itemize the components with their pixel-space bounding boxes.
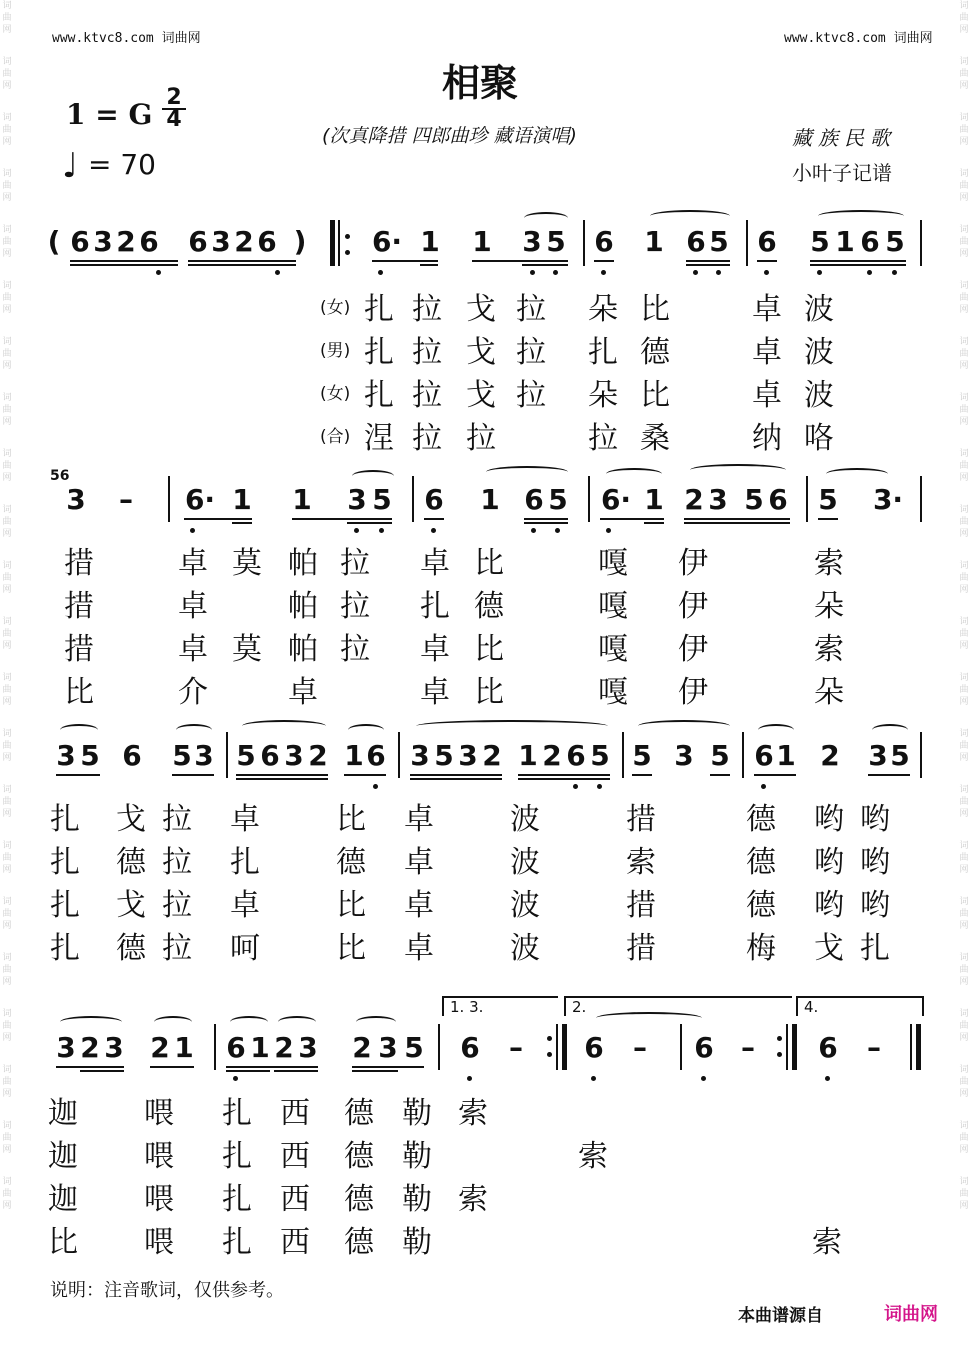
- source-label: 本曲谱源自: [738, 1306, 823, 1326]
- lyric-syllable: 戈: [116, 888, 146, 923]
- note: 3: [708, 483, 728, 516]
- lyric-syllable: 德: [336, 845, 366, 880]
- lyric-syllable: 波: [510, 845, 540, 880]
- lyric-syllable: 比: [474, 546, 504, 581]
- lyric-syllable: 卓: [288, 675, 318, 710]
- lyric-syllable: 嘎: [598, 589, 628, 624]
- note: 3: [211, 225, 231, 258]
- lyric-syllable: 迦: [48, 1096, 78, 1131]
- watermark-text: 词曲网: [2, 225, 12, 259]
- watermark-text: 词曲网: [959, 225, 969, 259]
- note: 2: [542, 739, 562, 772]
- lyric-syllable: 勒: [402, 1096, 432, 1131]
- note: 3: [347, 483, 367, 516]
- header-site-left[interactable]: www.ktvc8.com 词曲网: [52, 31, 201, 46]
- note: 3: [56, 739, 76, 772]
- note: 5: [885, 225, 905, 258]
- lyric-syllable: 戈: [466, 335, 496, 370]
- header-site-right[interactable]: www.ktvc8.com 词曲网: [784, 31, 933, 46]
- note: 6: [188, 225, 208, 258]
- note: 1: [420, 225, 440, 258]
- note: 6·: [600, 483, 632, 516]
- lyric-syllable: 德: [640, 335, 670, 370]
- watermark-text: 词曲网: [959, 1065, 969, 1099]
- lyric-syllable: 扎: [364, 378, 394, 413]
- watermark-text: 词曲网: [959, 113, 969, 147]
- note: 5: [710, 739, 730, 772]
- note: 1: [776, 739, 796, 772]
- lyric-syllable: 卓: [404, 845, 434, 880]
- lyric-syllable: 波: [804, 335, 834, 370]
- note: 1: [644, 483, 664, 516]
- lyric-syllable: 扎: [50, 931, 80, 966]
- note: 5: [404, 1031, 424, 1064]
- lyric-syllable: 比: [474, 675, 504, 710]
- voice-label: (女): [320, 384, 351, 404]
- grace-notes: 56: [50, 468, 70, 484]
- lyric-syllable: 索: [812, 1225, 842, 1260]
- note: –: [633, 1031, 647, 1064]
- lyric-syllable: 西: [280, 1096, 310, 1131]
- note: 2: [482, 739, 502, 772]
- lyric-syllable: 卓: [404, 931, 434, 966]
- lyric-syllable: 迦: [48, 1182, 78, 1217]
- lyric-syllable: 拉: [162, 888, 192, 923]
- note: 5: [818, 483, 838, 516]
- genre-credit: 藏族民歌: [792, 126, 896, 150]
- note: 2: [684, 483, 704, 516]
- voice-label: (女): [320, 298, 351, 318]
- lyric-syllable: 伊: [678, 546, 708, 581]
- note: 6: [70, 225, 90, 258]
- note: 1: [292, 483, 312, 516]
- note: 6: [122, 739, 142, 772]
- note: 5: [172, 739, 192, 772]
- watermark-text: 词曲网: [2, 953, 12, 987]
- lyric-syllable: 德: [746, 802, 776, 837]
- note: 1: [344, 739, 364, 772]
- lyric-syllable: 卓: [230, 802, 260, 837]
- watermark-text: 词曲网: [2, 1121, 12, 1155]
- time-signature: 2 4: [162, 88, 186, 130]
- lyric-syllable: 扎: [50, 802, 80, 837]
- lyric-syllable: 嘎: [598, 546, 628, 581]
- lyric-syllable: 措: [64, 589, 94, 624]
- lyric-syllable: 拉: [412, 292, 442, 327]
- note: 1: [518, 739, 538, 772]
- right-watermark: [957, 0, 971, 1349]
- note: 5: [632, 739, 652, 772]
- lyric-syllable: 拉: [340, 632, 370, 667]
- lyric-syllable: 西: [280, 1139, 310, 1174]
- note: 6: [566, 739, 586, 772]
- watermark-text: 词曲网: [2, 1, 12, 35]
- lyric-syllable: 拉: [162, 845, 192, 880]
- lyric-syllable: 西: [280, 1225, 310, 1260]
- note: 5: [548, 483, 568, 516]
- note: 3: [410, 739, 430, 772]
- watermark-text: 词曲网: [959, 281, 969, 315]
- lyric-syllable: 帕: [288, 632, 318, 667]
- lyric-syllable: 拉: [516, 378, 546, 413]
- watermark-text: 词曲网: [959, 505, 969, 539]
- lyric-syllable: 卓: [178, 589, 208, 624]
- note: 2: [274, 1031, 294, 1064]
- watermark-text: 词曲网: [959, 953, 969, 987]
- lyric-syllable: 拉: [516, 292, 546, 327]
- lyric-syllable: 索: [626, 845, 656, 880]
- lyric-syllable: 朵: [588, 378, 618, 413]
- lyric-syllable: 卓: [230, 888, 260, 923]
- footer-note: 说明：注音歌词，仅供参考。: [50, 1280, 284, 1301]
- lyric-syllable: 勒: [402, 1182, 432, 1217]
- watermark-text: 词曲网: [959, 169, 969, 203]
- lyric-syllable: 迦: [48, 1139, 78, 1174]
- note: 5: [236, 739, 256, 772]
- lyric-syllable: 比: [64, 675, 94, 710]
- note: ): [293, 225, 307, 258]
- watermark-text: 词曲网: [2, 57, 12, 91]
- lyric-syllable: 朵: [814, 589, 844, 624]
- tempo-marking: = 70: [88, 148, 156, 181]
- note: 3: [298, 1031, 318, 1064]
- note: 6: [257, 225, 277, 258]
- lyric-syllable: 德: [116, 845, 146, 880]
- voice-label: (合): [320, 427, 351, 447]
- watermark-text: 词曲网: [2, 449, 12, 483]
- lyric-syllable: 德: [746, 845, 776, 880]
- note: 1: [250, 1031, 270, 1064]
- lyric-syllable: 纳: [752, 421, 782, 456]
- lyric-syllable: 拉: [162, 802, 192, 837]
- lyric-syllable: 莫: [232, 632, 262, 667]
- lyric-syllable: 比: [336, 931, 366, 966]
- lyric-syllable: 勒: [402, 1139, 432, 1174]
- lyric-syllable: 帕: [288, 546, 318, 581]
- lyric-syllable: 卓: [420, 546, 450, 581]
- watermark-text: 词曲网: [2, 841, 12, 875]
- lyric-syllable: 扎: [50, 845, 80, 880]
- note: 5: [744, 483, 764, 516]
- lyric-syllable: 德: [474, 589, 504, 624]
- lyric-syllable: 波: [804, 292, 834, 327]
- watermark-text: 词曲网: [2, 169, 12, 203]
- voice-label: (男): [320, 341, 351, 361]
- lyric-syllable: 扎: [364, 335, 394, 370]
- lyric-syllable: 拉: [162, 931, 192, 966]
- note: 6·: [184, 483, 216, 516]
- lyric-syllable: 哟: [860, 845, 890, 880]
- note: 5: [434, 739, 454, 772]
- brand-logo[interactable]: 词曲网: [884, 1304, 938, 1325]
- note: 3: [194, 739, 214, 772]
- watermark-text: 词曲网: [959, 337, 969, 371]
- lyric-syllable: 卓: [752, 335, 782, 370]
- note: 1: [644, 225, 664, 258]
- volta-2: 2.: [564, 996, 792, 1016]
- note: 1: [232, 483, 252, 516]
- lyric-syllable: 德: [116, 931, 146, 966]
- lyric-syllable: 索: [578, 1139, 608, 1174]
- lyric-syllable: 哟: [814, 845, 844, 880]
- lyric-syllable: 卓: [420, 632, 450, 667]
- lyric-syllable: 戈: [116, 802, 146, 837]
- lyric-syllable: 喂: [144, 1182, 174, 1217]
- lyric-syllable: 索: [814, 632, 844, 667]
- watermark-text: 词曲网: [959, 561, 969, 595]
- lyric-syllable: 哟: [860, 888, 890, 923]
- watermark-text: 词曲网: [2, 1065, 12, 1099]
- lyric-syllable: 桑: [640, 421, 670, 456]
- lyric-syllable: 卓: [178, 632, 208, 667]
- volta-4: 4.: [796, 996, 924, 1016]
- watermark-text: 词曲网: [959, 1009, 969, 1043]
- lyric-syllable: 拉: [412, 378, 442, 413]
- lyric-syllable: 德: [344, 1096, 374, 1131]
- note: 2: [308, 739, 328, 772]
- lyric-syllable: 伊: [678, 675, 708, 710]
- watermark-text: 词曲网: [2, 785, 12, 819]
- quarter-note-icon: ♩: [62, 146, 79, 186]
- note: 6: [757, 225, 777, 258]
- lyric-syllable: 喂: [144, 1225, 174, 1260]
- note: 6: [686, 225, 706, 258]
- lyric-syllable: 梅: [746, 931, 776, 966]
- note: 6: [139, 225, 159, 258]
- lyric-syllable: 扎: [230, 845, 260, 880]
- note: (: [47, 225, 61, 258]
- transcriber-credit: 小叶子记谱: [792, 161, 892, 185]
- lyric-syllable: 德: [344, 1225, 374, 1260]
- lyric-syllable: 索: [458, 1096, 488, 1131]
- song-title: 相聚: [442, 60, 519, 105]
- watermark-text: 词曲网: [959, 1, 969, 35]
- lyric-syllable: 扎: [860, 931, 890, 966]
- lyric-syllable: 拉: [412, 421, 442, 456]
- lyric-syllable: 扎: [588, 335, 618, 370]
- note: 6: [366, 739, 386, 772]
- note: 3: [66, 483, 86, 516]
- lyric-syllable: 措: [626, 931, 656, 966]
- watermark-text: 词曲网: [2, 281, 12, 315]
- note: 2: [150, 1031, 170, 1064]
- watermark-text: 词曲网: [2, 897, 12, 931]
- note: 3: [458, 739, 478, 772]
- lyric-syllable: 咯: [804, 421, 834, 456]
- lyric-syllable: 卓: [752, 378, 782, 413]
- note: 1: [472, 225, 492, 258]
- note: 2: [116, 225, 136, 258]
- watermark-text: 词曲网: [959, 57, 969, 91]
- note: 2: [80, 1031, 100, 1064]
- lyric-syllable: 波: [804, 378, 834, 413]
- watermark-text: 词曲网: [959, 729, 969, 763]
- lyric-syllable: 扎: [50, 888, 80, 923]
- lyric-syllable: 嘎: [598, 632, 628, 667]
- watermark-text: 词曲网: [2, 337, 12, 371]
- lyric-syllable: 措: [626, 802, 656, 837]
- note: 2: [820, 739, 840, 772]
- lyric-syllable: 拉: [516, 335, 546, 370]
- note: 6: [594, 225, 614, 258]
- note: 6: [226, 1031, 246, 1064]
- lyric-syllable: 德: [344, 1139, 374, 1174]
- lyric-syllable: 伊: [678, 589, 708, 624]
- lyric-syllable: 比: [336, 888, 366, 923]
- lyric-syllable: 朵: [588, 292, 618, 327]
- lyric-syllable: 拉: [466, 421, 496, 456]
- lyric-syllable: 介: [178, 675, 208, 710]
- note: 1: [174, 1031, 194, 1064]
- note: 6: [260, 739, 280, 772]
- note: 6: [694, 1031, 714, 1064]
- note: 2: [234, 225, 254, 258]
- watermark-text: 词曲网: [2, 393, 12, 427]
- volta-1-3: 1. 3.: [442, 996, 558, 1016]
- lyric-syllable: 莫: [232, 546, 262, 581]
- watermark-text: 词曲网: [959, 617, 969, 651]
- note: 2: [352, 1031, 372, 1064]
- note: 6·: [371, 225, 403, 258]
- note: 5: [590, 739, 610, 772]
- note: –: [119, 483, 133, 516]
- lyric-syllable: 拉: [588, 421, 618, 456]
- lyric-syllable: 扎: [420, 589, 450, 624]
- watermark-text: 词曲网: [959, 393, 969, 427]
- lyric-syllable: 扎: [222, 1139, 252, 1174]
- lyric-syllable: 措: [64, 546, 94, 581]
- lyric-syllable: 德: [746, 888, 776, 923]
- lyric-syllable: 卓: [404, 888, 434, 923]
- note: 1: [480, 483, 500, 516]
- lyric-syllable: 喂: [144, 1096, 174, 1131]
- note: 6: [424, 483, 444, 516]
- watermark-text: 词曲网: [959, 785, 969, 819]
- watermark-text: 词曲网: [2, 673, 12, 707]
- note: 3: [868, 739, 888, 772]
- watermark-text: 词曲网: [959, 841, 969, 875]
- lyric-syllable: 比: [48, 1225, 78, 1260]
- watermark-text: 词曲网: [2, 1177, 12, 1211]
- note: 5: [546, 225, 566, 258]
- note: 5: [80, 739, 100, 772]
- watermark-text: 词曲网: [959, 673, 969, 707]
- note: 5: [372, 483, 392, 516]
- lyric-syllable: 比: [640, 378, 670, 413]
- lyric-syllable: 卓: [404, 802, 434, 837]
- lyric-syllable: 扎: [222, 1096, 252, 1131]
- lyric-syllable: 拉: [412, 335, 442, 370]
- watermark-text: 词曲网: [2, 505, 12, 539]
- watermark-text: 词曲网: [2, 617, 12, 651]
- lyric-syllable: 拉: [340, 589, 370, 624]
- lyric-syllable: 措: [64, 632, 94, 667]
- lyric-syllable: 西: [280, 1182, 310, 1217]
- lyric-syllable: 卓: [178, 546, 208, 581]
- note: 6: [584, 1031, 604, 1064]
- watermark-text: 词曲网: [959, 449, 969, 483]
- note: 6: [768, 483, 788, 516]
- watermark-text: 词曲网: [959, 1177, 969, 1211]
- lyric-syllable: 戈: [466, 378, 496, 413]
- lyric-syllable: 帕: [288, 589, 318, 624]
- lyric-syllable: 波: [510, 888, 540, 923]
- lyric-syllable: 索: [814, 546, 844, 581]
- lyric-syllable: 戈: [466, 292, 496, 327]
- lyric-syllable: 伊: [678, 632, 708, 667]
- note: 3: [104, 1031, 124, 1064]
- note: 5: [709, 225, 729, 258]
- watermark-text: 词曲网: [2, 729, 12, 763]
- lyric-syllable: 拉: [340, 546, 370, 581]
- note: 6: [860, 225, 880, 258]
- key-signature: 1 = G: [66, 98, 153, 131]
- note: 3: [674, 739, 694, 772]
- watermark-text: 词曲网: [2, 1009, 12, 1043]
- note: 3·: [872, 483, 904, 516]
- left-watermark: [0, 0, 14, 1349]
- lyric-syllable: 扎: [364, 292, 394, 327]
- lyric-syllable: 扎: [222, 1182, 252, 1217]
- lyric-syllable: 哟: [814, 802, 844, 837]
- note: 3: [56, 1031, 76, 1064]
- note: 6: [818, 1031, 838, 1064]
- note: 3: [378, 1031, 398, 1064]
- lyric-syllable: 比: [474, 632, 504, 667]
- note: 3: [93, 225, 113, 258]
- note: 6: [460, 1031, 480, 1064]
- note: 6: [524, 483, 544, 516]
- note: 5: [810, 225, 830, 258]
- lyric-syllable: 勒: [402, 1225, 432, 1260]
- lyric-syllable: 卓: [752, 292, 782, 327]
- lyric-syllable: 呵: [230, 931, 260, 966]
- note: 3: [522, 225, 542, 258]
- lyric-syllable: 波: [510, 931, 540, 966]
- note: 1: [835, 225, 855, 258]
- watermark-text: 词曲网: [2, 561, 12, 595]
- lyric-syllable: 扎: [222, 1225, 252, 1260]
- note: 6: [754, 739, 774, 772]
- note: 3: [284, 739, 304, 772]
- lyric-syllable: 涅: [364, 421, 394, 456]
- lyric-syllable: 哟: [860, 802, 890, 837]
- lyric-syllable: 措: [626, 888, 656, 923]
- note: 5: [890, 739, 910, 772]
- lyric-syllable: 索: [458, 1182, 488, 1217]
- lyric-syllable: 比: [336, 802, 366, 837]
- lyric-syllable: 哟: [814, 888, 844, 923]
- lyric-syllable: 嘎: [598, 675, 628, 710]
- lyric-syllable: 比: [640, 292, 670, 327]
- performers: (次真降措 四郎曲珍 藏语演唱): [322, 125, 577, 147]
- lyric-syllable: 喂: [144, 1139, 174, 1174]
- lyric-syllable: 朵: [814, 675, 844, 710]
- lyric-syllable: 德: [344, 1182, 374, 1217]
- lyric-syllable: 戈: [814, 931, 844, 966]
- note: –: [509, 1031, 523, 1064]
- watermark-text: 词曲网: [959, 1121, 969, 1155]
- watermark-text: 词曲网: [959, 897, 969, 931]
- lyric-syllable: 波: [510, 802, 540, 837]
- lyric-syllable: 卓: [420, 675, 450, 710]
- note: –: [741, 1031, 755, 1064]
- watermark-text: 词曲网: [2, 113, 12, 147]
- note: –: [867, 1031, 881, 1064]
